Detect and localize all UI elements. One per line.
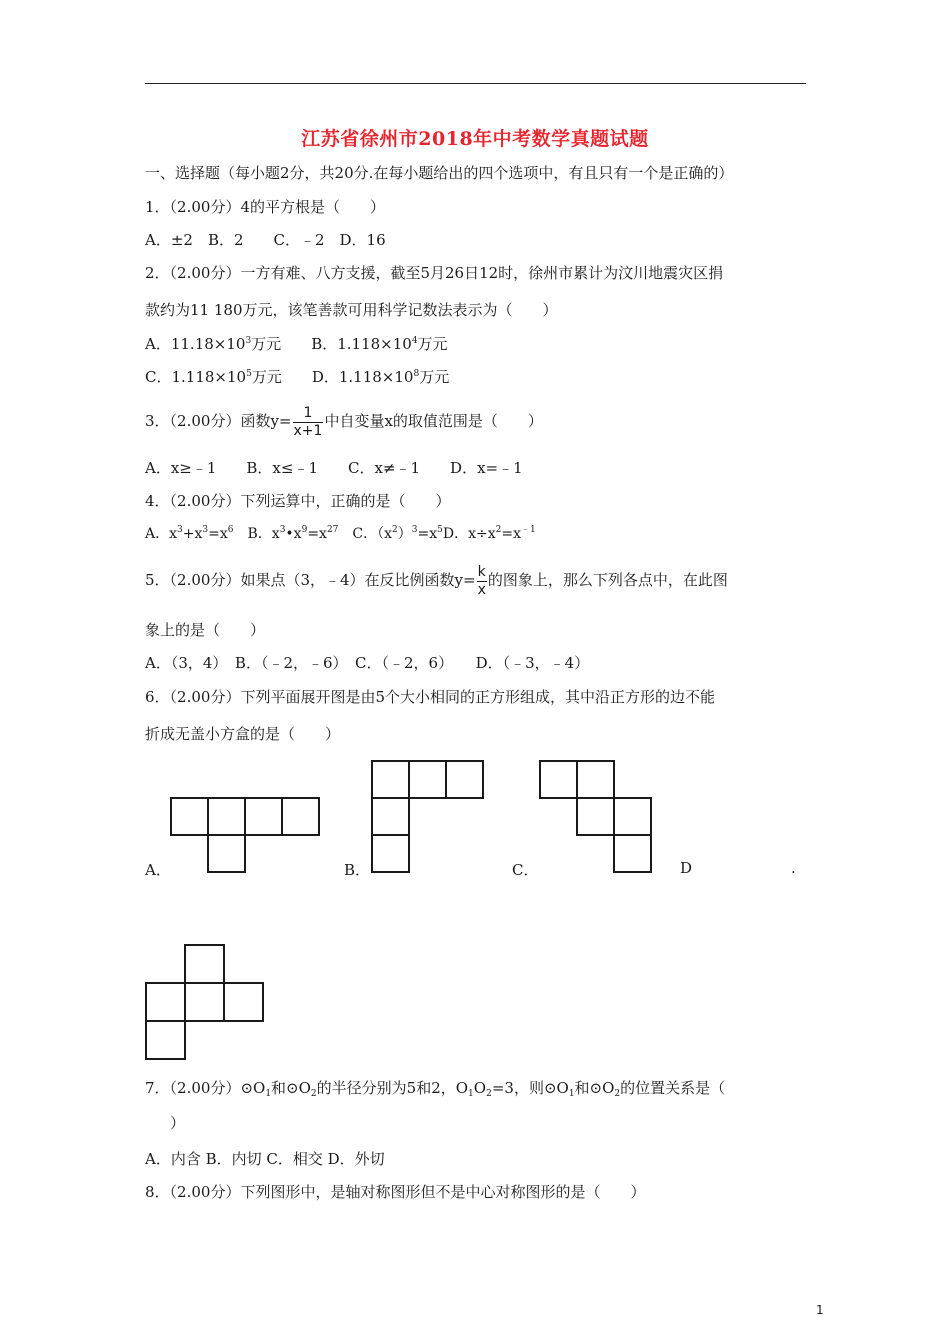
header-rule	[145, 83, 806, 84]
net-b-label: B．	[344, 861, 371, 879]
q7-stem: 7．（2.00分）$⊙O_1$和$⊙O_2$的半径分别为5和2，$O_1O_2=3$，则$⊙O_1$和$⊙O_2$的位置关系是（	[145, 1079, 726, 1099]
net-c-label: C．	[512, 861, 539, 879]
q1-options: A．±2 B．2 C．﹣2 D．16	[145, 231, 386, 249]
q5-stem: 5．（2.00分）如果点（3，﹣4）在反比例函数y= $\frac{k}{x}$ 的图象上，那么下列各点中，在此图	[145, 563, 728, 598]
q7-options: A．内含 B．内切 C．相交 D．外切	[145, 1150, 385, 1168]
q2-stem-line1: 2．（2.00分）一方有难、八方支援，截至5月26日12时，徐州市累计为汶川地震灾区捐	[145, 264, 724, 282]
net-a-figure	[170, 797, 322, 873]
net-a-label: A．	[145, 861, 171, 879]
q1-stem: 1．（2.00分）4的平方根是（ ）	[145, 198, 385, 216]
net-d-label: D	[680, 859, 693, 877]
net-d-figure	[145, 944, 265, 1060]
net-d-label-dot: .	[791, 859, 796, 877]
q2-stem-line2: 款约为11 180万元，该笔善款可用科学记数法表示为（ ）	[145, 301, 558, 319]
q4-stem: 4．（2.00分）下列运算中，正确的是（ ）	[145, 492, 451, 510]
q5-options: A．（3，4） B．（﹣2，﹣6） C．（﹣2，6） D．（﹣3，﹣4）	[145, 654, 590, 672]
q5-stem-line2: 象上的是（ ）	[145, 621, 266, 639]
q7-stem-line2: ）	[170, 1114, 186, 1132]
q6-stem-line2: 折成无盖小方盒的是（ ）	[145, 725, 341, 743]
q2-options-cd: C．$1.118\times 10^5$万元 D．$1.118\times 10^8$万元	[145, 368, 450, 386]
q6-stem-line1: 6．（2.00分）下列平面展开图是由5个大小相同的正方形组成，其中沿正方形的边不能	[145, 688, 715, 706]
page-number: 1	[816, 1303, 824, 1317]
page-title: 江苏省徐州市2018年中考数学真题试题	[301, 128, 649, 150]
q2-options-ab: A．$11.18\times 10^3$万元 B．$1.118\times 10^4$万元	[145, 335, 448, 353]
q3-stem: 3．（2.00分）函数y= $\frac{1}{x+1}$ 中自变量x的取值范围是（ ）	[145, 404, 543, 439]
q3-fraction: $\frac{1}{x+1}$	[293, 404, 323, 439]
q8-stem: 8．（2.00分）下列图形中，是轴对称图形但不是中心对称图形的是（ ）	[145, 1183, 646, 1201]
section-heading: 一、选择题（每小题2分，共20分.在每小题给出的四个选项中，有且只有一个是正确的）	[145, 164, 734, 182]
q5-fraction: $\frac{k}{x}$	[477, 563, 486, 598]
net-b-figure	[371, 760, 487, 874]
q4-options: A．$x^3+x^3=x^6$ B．$x^3•x^9=x^{27}$ C．$(x^2)^3=x^5D$．$x\div x^2=x^{﹣1}$	[145, 525, 536, 542]
net-c-figure	[539, 760, 655, 874]
q3-options: A．x≥﹣1 B．x≤﹣1 C．x≠﹣1 D．x=﹣1	[145, 459, 523, 477]
